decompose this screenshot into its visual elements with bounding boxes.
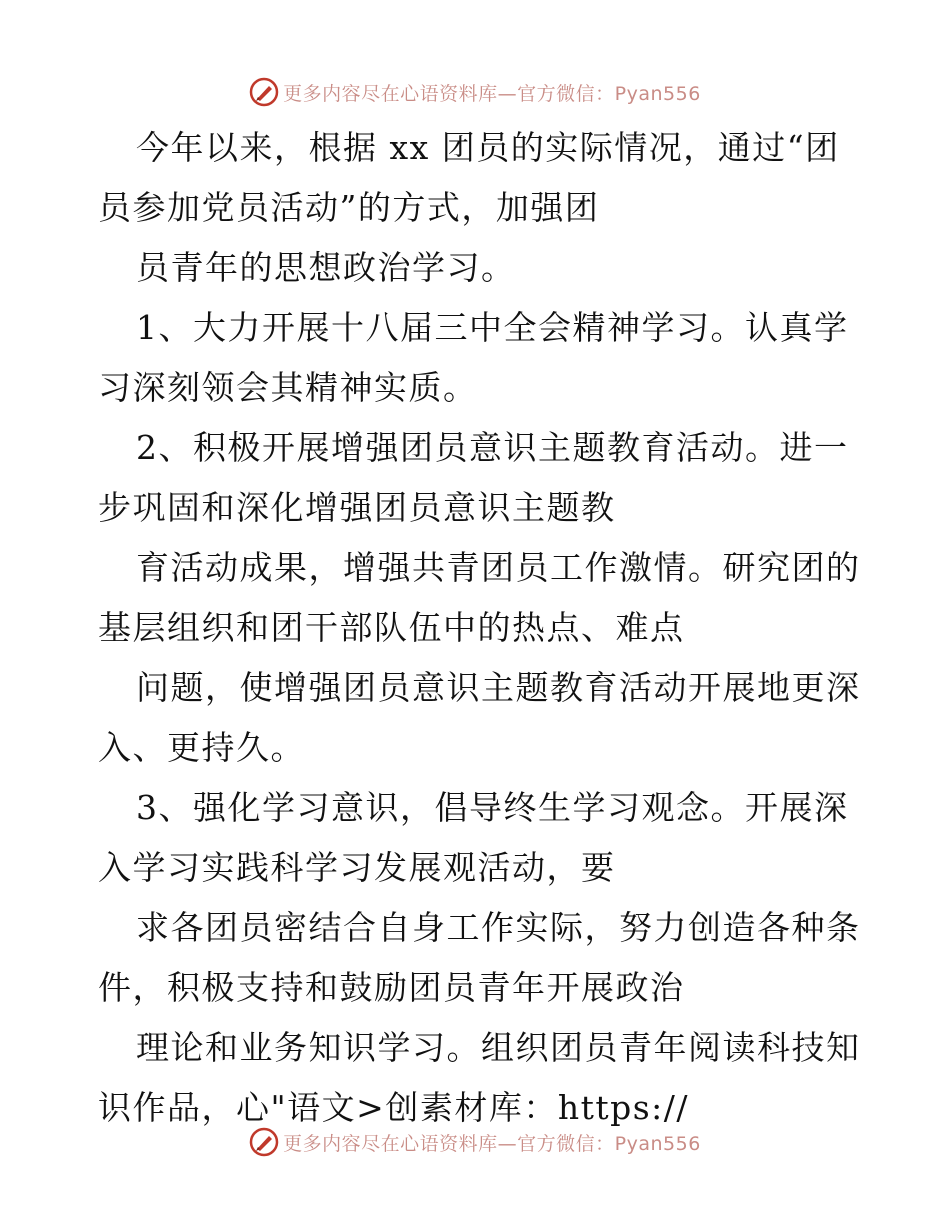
text-line: 问题，使增强团员意识主题教育活动开展地更深 [136, 668, 861, 707]
text-line: 今年以来，根据 xx 团员的实际情况，通过“团 [136, 128, 840, 167]
text-line: 件，积极支持和鼓励团员青年开展政治 [98, 968, 685, 1007]
text-line: 员青年的思想政治学习。 [136, 248, 516, 287]
footer-banner-text: 更多内容尽在心语资料库—官方微信：Pyan556 [283, 1132, 701, 1155]
pen-logo-icon [249, 77, 279, 107]
header-banner-text: 更多内容尽在心语资料库—官方微信：Pyan556 [283, 82, 701, 105]
text-line: 3、强化学习意识，倡导终生学习观念。开展深 [136, 788, 849, 827]
text-line: 1、大力开展十八届三中全会精神学习。认真学 [136, 308, 849, 347]
text-line: 理论和业务知识学习。组织团员青年阅读科技知 [136, 1028, 861, 1067]
text-line: 2、积极开展增强团员意识主题教育活动。进一 [136, 428, 849, 467]
footer-banner [0, 1122, 950, 1162]
text-line: 步巩固和深化增强团员意识主题教 [98, 488, 616, 527]
pen-logo-icon [249, 1127, 279, 1157]
text-line: 识作品，心"语文>创素材库：https:// [98, 1088, 690, 1127]
text-line: 基层组织和团干部队伍中的热点、难点 [98, 608, 685, 647]
text-line: 育活动成果，增强共青团员工作激情。研究团的 [136, 548, 861, 587]
header-banner [0, 72, 950, 112]
text-line: 习深刻领会其精神实质。 [98, 368, 478, 407]
text-line: 员参加党员活动”的方式，加强团 [98, 188, 600, 227]
text-line: 入学习实践科学习发展观活动，要 [98, 848, 616, 887]
text-line: 入、更持久。 [98, 728, 305, 767]
document-body [98, 118, 861, 1138]
text-line: 求各团员密结合自身工作实际，努力创造各种条 [136, 908, 861, 947]
